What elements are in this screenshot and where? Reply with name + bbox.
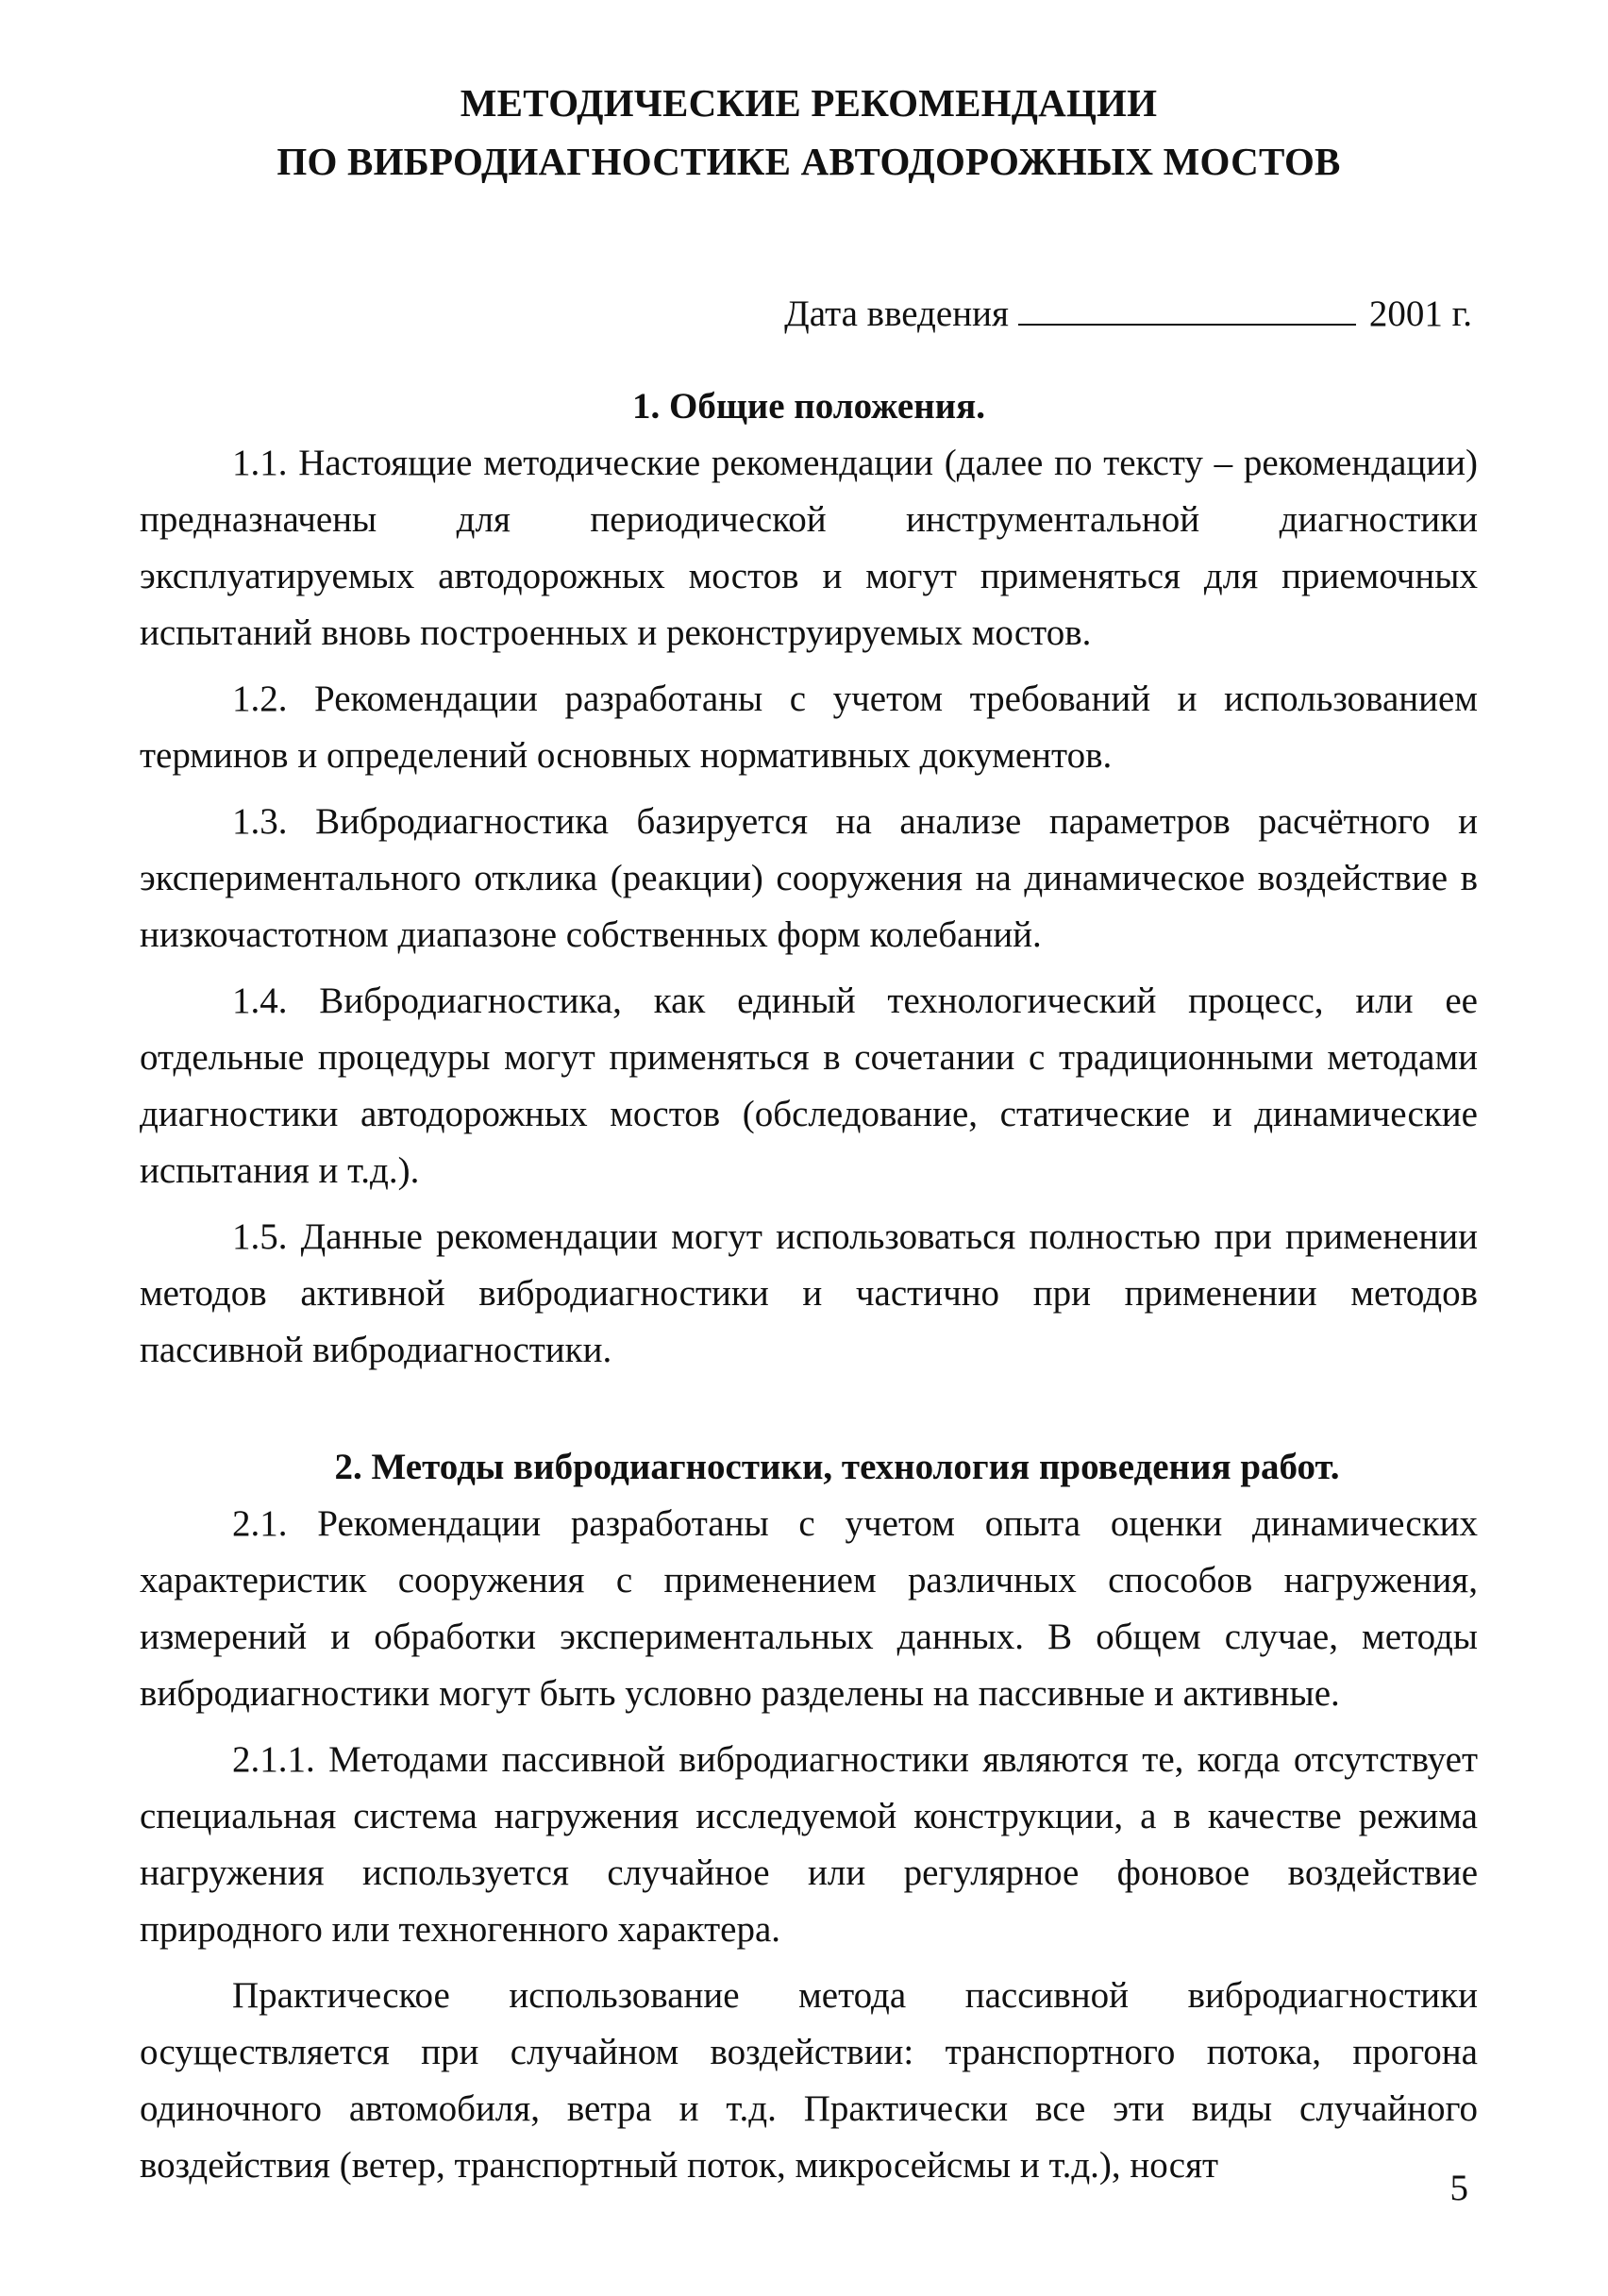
paragraph-1-2: 1.2. Рекомендации разработаны с учетом требований и использованием терминов и определений основных нормативных документов. — [140, 679, 1478, 776]
page-number: 5 — [1449, 2168, 1468, 2208]
section-1-heading: 1. Общие положения. — [631, 386, 986, 427]
paragraph-1-4: 1.4. Вибродиагностика, как единый технологический процесс, или ее отдельные процедуры могут применяться в сочетании с традиционными методами диагностики автодорожных мостов (обследование, статические и динамические испытания и т.д.). — [140, 980, 1478, 1191]
paragraph-2-1-1: 2.1.1. Методами пассивной вибродиагностики являются те, когда отсутствует специальная система нагружения исследуемой конструкции, а в качестве режима нагружения используется случайное или регулярное фоновое воздействие природного или техногенного характера. — [140, 1739, 1478, 1950]
document-title — [140, 74, 1478, 191]
date-year: 2001 г. — [1368, 293, 1472, 334]
title-line-1: МЕТОДИЧЕСКИЕ РЕКОМЕНДАЦИИ — [460, 81, 1158, 125]
title-line-2: ПО ВИБРОДИАГНОСТИКЕ АВТОДОРОЖНЫХ МОСТОВ — [276, 140, 1341, 183]
paragraph-1-1: 1.1. Настоящие методические рекомендации (далее по тексту – рекомендации) предназначены для периодической инструментальной диагностики эксплуатируемых автодорожных мостов и могут применяться для приемочных испытаний вновь построенных и реконструируемых мостов. — [140, 443, 1478, 653]
date-label: Дата введения — [784, 293, 1009, 334]
paragraph-1-3: 1.3. Вибродиагностика базируется на анализе параметров расчётного и экспериментального отклика (реакции) сооружения на динамическое воздействие в низкочастотном диапазоне собственных форм колебаний. — [140, 801, 1478, 955]
date-blank-underline — [1018, 295, 1356, 326]
section-2-heading: 2. Методы вибродиагностики, технология проведения работ. — [334, 1447, 1340, 1487]
paragraph-1-5: 1.5. Данные рекомендации могут использоваться полностью при применении методов активной вибродиагностики и частично при применении методов пассивной вибродиагностики. — [140, 1216, 1478, 1370]
introduction-date-line — [140, 293, 1478, 335]
paragraph-practical-use: Практическое использование метода пассивной вибродиагностики осуществляется при случайном воздействии: транспортного потока, прогона одиночного автомобиля, ветра и т.д. Практически все эти виды случайного воздействия (ветер, транспортный поток, микросейсмы и т.д.), носят — [140, 1975, 1478, 2186]
paragraph-2-1: 2.1. Рекомендации разработаны с учетом опыта оценки динамических характеристик сооружения с применением различных способов нагружения, измерений и обработки экспериментальных данных. В общем случае, методы вибродиагностики могут быть условно разделены на пассивные и активные. — [140, 1503, 1478, 1714]
